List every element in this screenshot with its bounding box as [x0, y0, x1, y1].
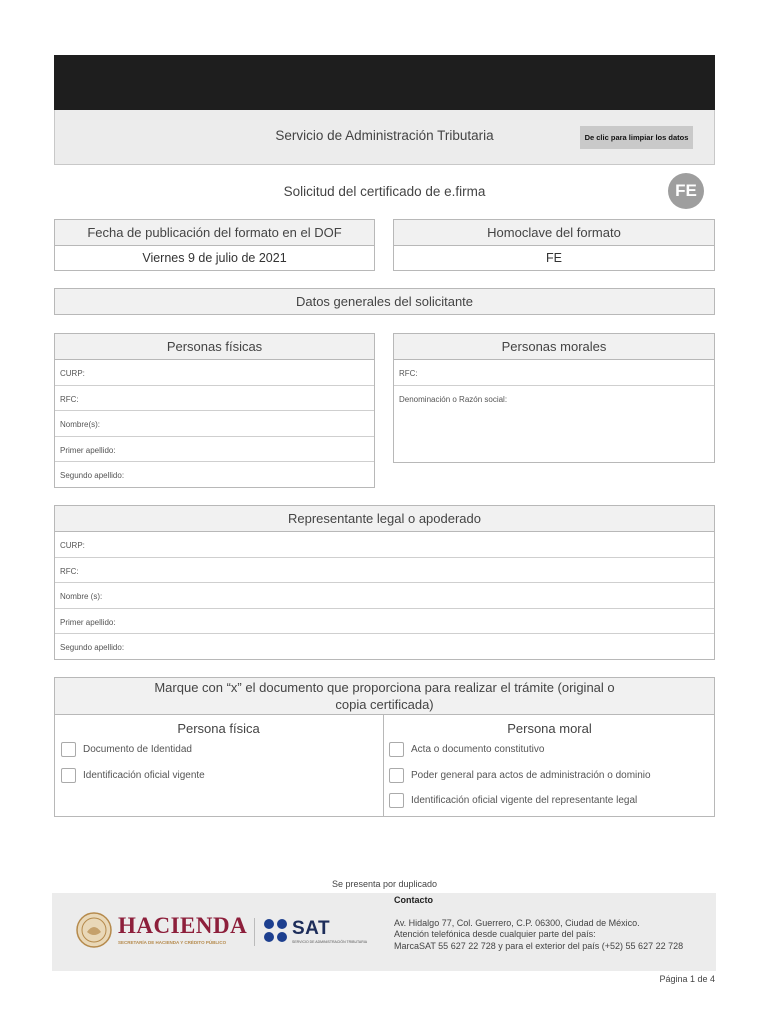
- personas-morales-box: [393, 333, 715, 463]
- rep-primer-apellido-field[interactable]: Primer apellido:: [55, 609, 714, 635]
- pf-rfc-field[interactable]: RFC:: [55, 386, 374, 412]
- doc-moral-poder[interactable]: [389, 768, 651, 783]
- representante-box: [54, 505, 715, 660]
- documents-title-line2: copia certificada): [335, 697, 434, 712]
- doc-moral-acta[interactable]: [389, 742, 544, 757]
- doc-fisica-identificacion[interactable]: [61, 768, 205, 783]
- clear-data-button[interactable]: De clic para limpiar los datos: [580, 126, 693, 149]
- publication-date-label: Fecha de publicación del formato en el DOF: [55, 220, 374, 246]
- contact-title: Contacto: [394, 895, 433, 905]
- rep-segundo-apellido-field[interactable]: Segundo apellido:: [60, 643, 125, 652]
- sat-dots-icon: [263, 918, 289, 944]
- doc-fisica-identidad[interactable]: [61, 742, 192, 757]
- contact-phone-line: Atención telefónica desde cualquier parte del país:: [394, 929, 596, 939]
- fe-badge-icon: FE: [668, 173, 704, 209]
- personas-morales-title: Personas morales: [394, 334, 714, 360]
- doc-fisica-identificacion-label: Identificación oficial vigente: [83, 770, 205, 781]
- contact-phone-numbers: MarcaSAT 55 627 22 728 y para el exterior del país (+52) 55 627 22 728: [394, 941, 684, 951]
- doc-moral-identificacion-label: Identificación oficial vigente del representante legal: [411, 795, 638, 806]
- agency-title: Servicio de Administración Tributaria: [275, 128, 494, 143]
- rep-curp-field[interactable]: CURP:: [55, 532, 714, 558]
- rep-nombre-field[interactable]: Nombre (s):: [55, 583, 714, 609]
- checkbox-identificacion-representante[interactable]: [389, 793, 404, 808]
- duplicate-note: Se presenta por duplicado: [331, 879, 438, 889]
- doc-moral-identificacion[interactable]: [389, 793, 637, 808]
- header-black-bar: [54, 55, 715, 110]
- hacienda-subtitle: SECRETARÍA DE HACIENDA Y CRÉDITO PÚBLICO: [118, 940, 227, 945]
- homoclave-box: [393, 219, 715, 271]
- pm-rfc-field[interactable]: RFC:: [394, 360, 714, 386]
- publication-date-box: [54, 219, 375, 271]
- doc-fisica-identidad-label: Documento de Identidad: [83, 744, 192, 755]
- pf-curp-field[interactable]: CURP:: [55, 360, 374, 386]
- sat-logo: SAT: [292, 918, 331, 939]
- hacienda-logo: HACIENDA: [118, 913, 248, 938]
- checkbox-identidad[interactable]: [61, 742, 76, 757]
- rep-rfc-field[interactable]: RFC:: [55, 558, 714, 584]
- hacienda-seal-icon: [76, 912, 112, 948]
- doc-moral-acta-label: Acta o documento constitutivo: [411, 744, 545, 755]
- personas-fisicas-title: Personas físicas: [55, 334, 374, 360]
- checkbox-poder[interactable]: [389, 768, 404, 783]
- pf-nombre-field[interactable]: Nombre(s):: [55, 411, 374, 437]
- persona-moral-title: Persona moral: [507, 721, 592, 736]
- documents-title-line1: Marque con “x” el documento que proporciona para realizar el trámite (original o: [154, 680, 615, 695]
- pf-primer-apellido-field[interactable]: Primer apellido:: [55, 437, 374, 463]
- pm-razon-social-field[interactable]: Denominación o Razón social:: [399, 394, 508, 404]
- homoclave-value: FE: [546, 251, 562, 265]
- checkbox-acta[interactable]: [389, 742, 404, 757]
- publication-date-value: Viernes 9 de julio de 2021: [142, 251, 287, 265]
- homoclave-label: Homoclave del formato: [394, 220, 714, 246]
- checkbox-identificacion-fisica[interactable]: [61, 768, 76, 783]
- general-data-title: Datos generales del solicitante: [54, 288, 715, 315]
- personas-fisicas-box: [54, 333, 375, 488]
- documents-title: [55, 678, 714, 715]
- contact-address: Av. Hidalgo 77, Col. Guerrero, C.P. 06300, Ciudad de México.: [394, 918, 640, 928]
- representante-title: Representante legal o apoderado: [55, 506, 714, 532]
- sat-subtitle: SERVICIO DE ADMINISTRACIÓN TRIBUTARIA: [292, 940, 368, 944]
- logo-divider: [254, 918, 255, 946]
- page-number: Página 1 de 4: [659, 974, 715, 984]
- pf-segundo-apellido-field[interactable]: Segundo apellido:: [60, 471, 125, 480]
- persona-fisica-title: Persona física: [177, 721, 260, 736]
- doc-moral-poder-label: Poder general para actos de administración o dominio: [411, 770, 651, 781]
- form-title: Solicitud del certificado de e.firma: [283, 184, 486, 199]
